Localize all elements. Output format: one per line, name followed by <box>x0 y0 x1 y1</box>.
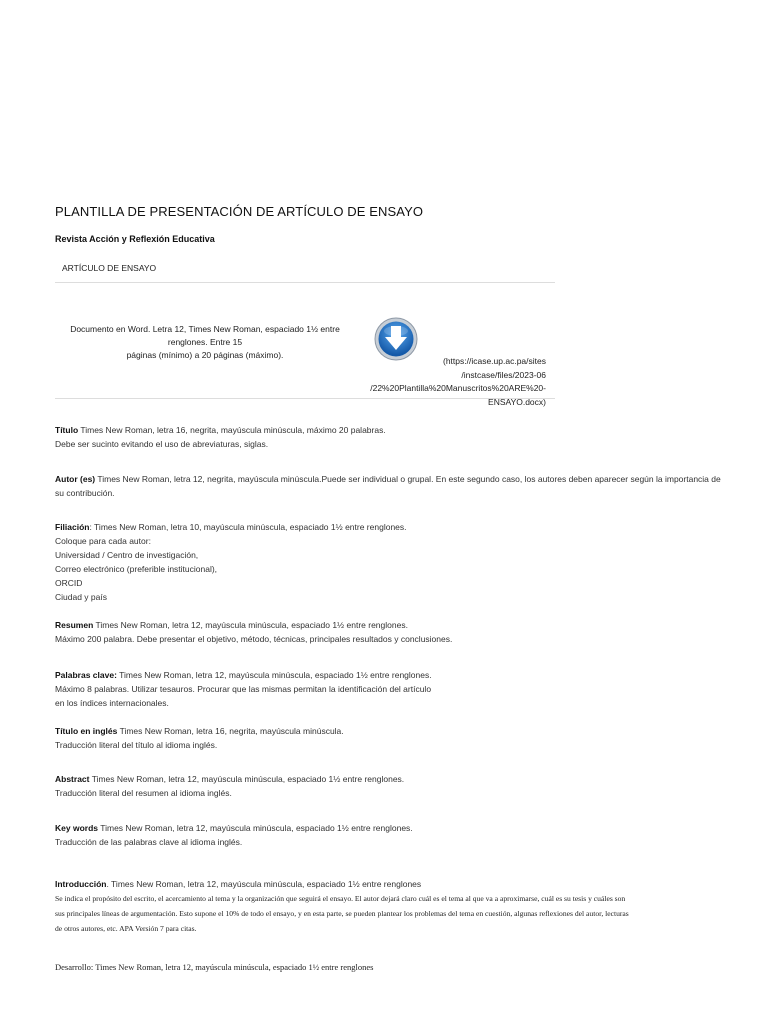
section-label: Resumen <box>55 620 94 630</box>
section-label: Autor (es) <box>55 474 96 484</box>
section-text: su contribución. <box>55 488 115 498</box>
section-text: Times New Roman, letra 12, mayúscula minúscula, espaciado 1½ entre renglones. <box>100 823 413 833</box>
section-text: Correo electrónico (preferible institucional), <box>55 564 218 574</box>
section-titulo-ingles <box>55 724 725 752</box>
section-text: Traducción literal del título al idioma inglés. <box>55 740 218 750</box>
section-label: Título <box>55 425 79 435</box>
section-text: Times New Roman, letra 12, mayúscula minúscula, espaciado 1½ entre renglones. <box>95 620 408 630</box>
intro-paragraph-line: Se indica el propósito del escrito, el acercamiento al tema y la organización que seguirá el ensayo. El autor dejará claro cuál es el tema al que va a aproximarse, cuál es su tesis y cuáles son <box>55 894 626 903</box>
section-text: Debe ser sucinto evitando el uso de abreviaturas, siglas. <box>55 439 269 449</box>
section-text: en los índices internacionales. <box>55 698 169 708</box>
section-text: Times New Roman, letra 12, mayúscula minúscula, espaciado 1½ entre renglones. <box>91 774 405 784</box>
page-title: PLANTILLA DE PRESENTACIÓN DE ARTÍCULO DE ENSAYO <box>55 204 424 219</box>
description-line: Documento en Word. Letra 12, Times New Roman, espaciado 1½ entre <box>70 324 340 334</box>
section-text: Coloque para cada autor: <box>55 536 151 546</box>
format-description <box>55 323 355 362</box>
section-label: Key words <box>55 823 98 833</box>
template-table <box>55 254 555 407</box>
intro-paragraph-line: de otros autores, etc. APA Versión 7 para citas. <box>55 924 197 933</box>
section-keywords <box>55 821 725 849</box>
section-label: Filiación <box>55 522 90 532</box>
section-text: Máximo 8 palabras. Utilizar tesauros. Procurar que las mismas permitan la identificación del artículo <box>55 684 432 694</box>
section-text: . Times New Roman, letra 12, mayúscula minúscula, espaciado 1½ entre renglones <box>106 879 422 889</box>
section-text: : Times New Roman, letra 10, mayúscula minúscula, espaciado 1½ entre renglones. <box>89 522 407 532</box>
section-desarrollo: Desarrollo: Times New Roman, letra 12, mayúscula minúscula, espaciado 1½ entre renglones <box>55 962 374 972</box>
description-line: renglones. Entre 15 <box>167 337 243 347</box>
section-text: Traducción de las palabras clave al idioma inglés. <box>55 837 243 847</box>
section-palabras-clave <box>55 668 725 710</box>
section-abstract <box>55 772 725 800</box>
section-text: Times New Roman, letra 16, negrita, mayúscula minúscula, máximo 20 palabras. <box>80 425 386 435</box>
section-text: Times New Roman, letra 12, negrita, mayúscula minúscula.Puede ser individual o grupal. En este segundo caso, los autores deben aparecer según la importancia de <box>97 474 721 484</box>
section-filiacion <box>55 520 725 604</box>
table-header: ARTÍCULO DE ENSAYO <box>55 254 555 283</box>
journal-name: Revista Acción y Reflexión Educativa <box>55 234 215 244</box>
section-label: Palabras clave: <box>55 670 117 680</box>
section-text: Traducción literal del resumen al idioma inglés. <box>55 788 232 798</box>
section-resumen <box>55 618 725 646</box>
section-text: ORCID <box>55 578 83 588</box>
section-label: Título en inglés <box>55 726 118 736</box>
table-row <box>55 283 555 407</box>
section-text: Universidad / Centro de investigación, <box>55 550 199 560</box>
section-introduccion <box>55 877 725 936</box>
section-label: Introducción <box>55 879 107 889</box>
section-text: Times New Roman, letra 12, mayúscula minúscula, espaciado 1½ entre renglones. <box>119 670 432 680</box>
download-cell <box>355 283 555 407</box>
download-link[interactable]: (https://icase.up.ac.pa/sites /instcase/files/2023-06 /22%20Plantilla%20Manuscritos%20ARE%20- ENSAYO.docx) <box>370 356 546 407</box>
description-line: páginas (mínimo) a 20 páginas (máximo). <box>126 350 284 360</box>
section-titulo <box>55 423 725 451</box>
section-text: Times New Roman, letra 16, negrita, mayúscula minúscula. <box>119 726 344 736</box>
section-text: Ciudad y país <box>55 592 107 602</box>
intro-paragraph-line: sus principales líneas de argumentación. Esto supone el 10% de todo el ensayo, y en esta parte, se pueden plantear los problemas del tema en cuestión, algunas reflexiones del autor, lecturas <box>55 909 629 918</box>
section-label: Abstract <box>55 774 90 784</box>
section-autor <box>55 472 725 500</box>
section-text: Máximo 200 palabra. Debe presentar el objetivo, método, técnicas, principales resultados y conclusiones. <box>55 634 453 644</box>
